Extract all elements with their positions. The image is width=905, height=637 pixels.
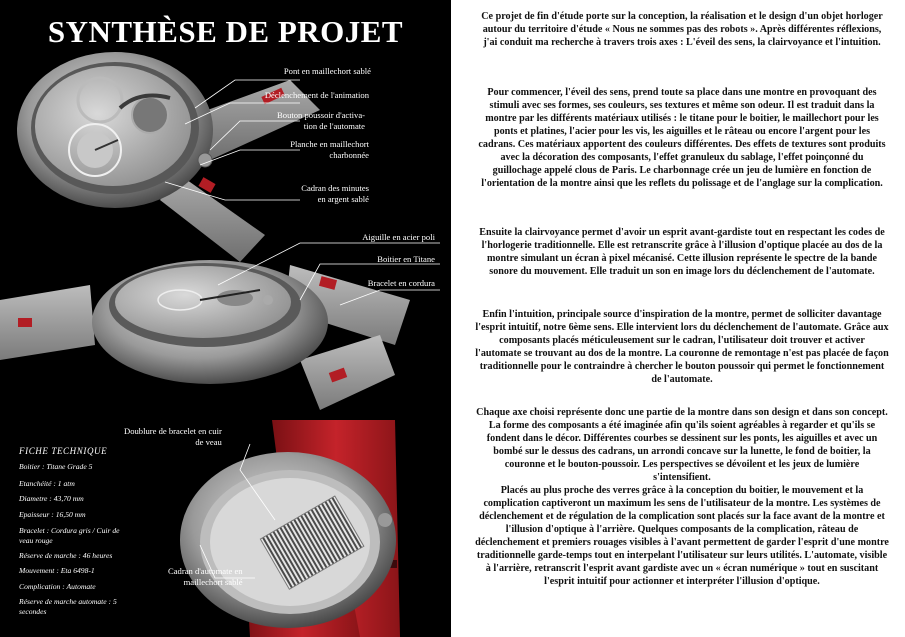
paragraph-eveil-des-sens: Pour commencer, l'éveil des sens, prend toute sa place dans une montre en provoquant des stimuli avec ses formes, ses couleurs, ses textures et même son odeur. Il est traduit dans la montre par les différents matériaux utilisés : le titane pour le boitier, le maillechort pour les ponts et platines, l'acier pour les vis, les aiguilles et le râteau ou encore l'argent pour les cadrans. Ces matériaux apportent des couleurs différentes. Des effets de textures sont produits avec la décoration des composants, l'effet granuleux du sablage, l'effet poinçonné du guillochage appelé clous de Paris. Le charbonnage crée un jeu de lumière en fonction de l'orientation de la montre ainsi que les reflets du polissage et de l'anglage sur la complication. [478,87,886,189]
watch-back-view [180,420,400,637]
callout-aiguille: Aiguille en acier poli [362,232,435,242]
callout-bouton-poussoir: Bouton poussoir d'activa- tion de l'automate [277,110,365,131]
spec-reserve-marche: Réserve de marche : 46 heures [19,551,113,560]
visual-panel [0,0,451,637]
text-panel [451,0,905,637]
spec-mouvement: Mouvement : Eta 6498-1 [19,566,95,575]
callout-boitier: Boitier en Titane [377,254,435,264]
watch-side-view [0,260,410,410]
callout-declenchement: Déclenchement de l'animation [264,90,369,100]
callout-planche: Planche en maillechort charbonnée [290,139,369,160]
callout-cadran-minutes: Cadran des minutes en argent sablé [301,183,369,204]
page-title: SYNTHÈSE DE PROJET [47,14,404,49]
spec-etancheite: Etanchéité : 1 atm [19,479,75,488]
callout-bracelet: Bracelet en cordura [367,278,435,288]
watch-front-view [17,52,320,262]
paragraph-intro: Ce projet de fin d'étude porte sur la conception, la réalisation et le design d'un objet horloger autour du territoire d'étude « Nous ne sommes pas des robots ». Après différentes réflexions, j'ai conduit ma recherche à travers trois axes : L'éveil des sens, la clairvoyance et l'intuition. [481,11,883,48]
callout-doublure: Doublure de bracelet en cuir de veau [124,426,222,447]
spec-reserve-automate: Réserve de marche automate : 5 secondes [19,597,117,616]
paragraph-intuition: Enfin l'intuition, principale source d'inspiration de la montre, permet de solliciter davantage l'esprit intuitif, notre 6ème sens. Elle intervient lors du déclenchement de l'automate. Grâce aux composants placés méticuleusement sur le cadran, l'utilisateur doit trouver et activer l'automate se trouvant au dos de la montre. La couronne de remontage n'est pas placée de façon traditionnelle pour le contraindre à chercher le bouton poussoir qui permet le fonctionnement de l'automate. [475,309,889,385]
spec-complication: Complication : Automate [19,582,96,591]
spec-diametre: Diametre : 43,70 mm [19,494,84,503]
paragraph-conclusion: Chaque axe choisi représente donc une partie de la montre dans son design et dans son concept. La forme des composants a été imaginée afin qu'ils soient agréables à regarder et qu'ils se fondent dans le décor. Différentes courbes se dessinent sur les ponts, les aiguilles et avec un bombé sur le dessus des cadrans, un arrondi concave sur la lunette, le fond de boitier, la couronne et le bouton-poussoir. Les perspectives se dévoilent et les jeux de lumière s'intensifient. Placés au plus proche des verres grâce à la conception du boitier, le mouvement et la complication captiveront un maximum les sens de l'utilisateur de la montre. Les systèmes de déclenchement et de régulation de la complication sont placés sur la face avant de la montre et l'illusion d'optique à l'arrière. Quelques composants de la complication, râteau de déclenchement et premiers rouages visibles à l'avant permettent de garder l'esprit d'une montre traditionnelle garde-temps tout en interpelant l'utilisateur sur leurs utilités. L'automate, visible à l'arrière, retranscrit l'esprit avant gardiste avec un « écran numérique » tout en suscitant l'esprit intuitif pour actionner et interpréter l'illusion d'optique. [475,407,889,587]
spec-epaisseur: Epaisseur : 16,50 mm [19,510,86,519]
paragraph-clairvoyance: Ensuite la clairvoyance permet d'avoir un esprit avant-gardiste tout en respectant les codes de l'horlogerie traditionnelle. Elle est retranscrite grâce à l'illusion d'optique placée au dos de la montre simulant un écran à pixel mécanisé. Cette illusion représente le spectre de la bande sonore du mouvement. Elle traduit un son en image lors du déclenchement de l'automate. [479,227,885,277]
callout-pont: Pont en maillechort sablé [283,66,371,76]
callout-cadran-automate: Cadran d'automate en maillechort sablé [168,566,243,587]
spec-boitier: Boitier : Titane Grade 5 [19,462,93,471]
spec-bracelet: Bracelet : Cordura gris / Cuir de veau rouge [19,526,120,545]
fiche-technique-title: FICHE TECHNIQUE [19,446,108,456]
